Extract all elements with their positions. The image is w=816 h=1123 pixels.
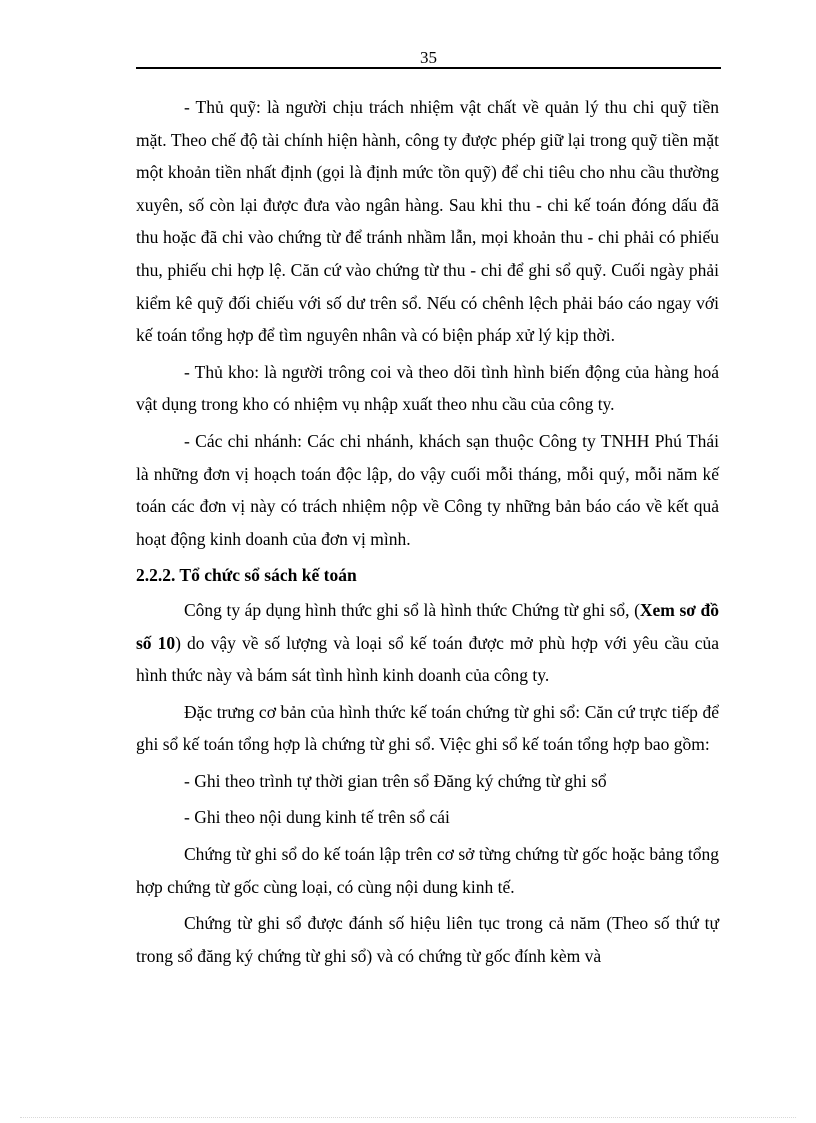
page-number: 35 — [420, 48, 437, 67]
footer-divider — [20, 1117, 796, 1118]
paragraph-chung-tu: Chứng từ ghi sổ do kế toán lập trên cơ sở từng chứng từ gốc hoặc bảng tổng hợp chứng từ gốc cùng loại, có cùng nội dung kinh tế. — [136, 844, 719, 897]
paragraph-thu-quy: - Thủ quỹ: là người chịu trách nhiệm vật chất về quản lý thu chi quỹ tiền mặt. Theo chế độ tài chính hiện hành, công ty được phép giữ lại trong quỹ tiền mặt một khoản tiền nhất định (gọi là định mức tồn quỹ) để chi tiêu cho nhu cầu thường xuyên, số còn lại được đưa vào ngân hàng. Sau khi thu - chi kế toán đóng dấu đã thu hoặc đã chi vào chứng từ để tránh nhầm lẫn, mọi khoản thu - chi phải có phiếu thu, phiếu chi hợp lệ. Căn cứ vào chứng từ thu - chi để ghi sổ quỹ. Cuối ngày phải kiểm kê quỹ đối chiếu với số dư trên sổ. Nếu có chênh lệch phải báo cáo ngay với kế toán tổng hợp để tìm nguyên nhân và có biện pháp xử lý kịp thời. — [136, 97, 719, 346]
paragraph-chi-nhanh: - Các chi nhánh: Các chi nhánh, khách sạn thuộc Công ty TNHH Phú Thái là những đơn vị hoạch toán độc lập, do vậy cuối mỗi tháng, mỗi quý, mỗi năm kế toán các đơn vị này có trách nhiệm nộp về Công ty những bản báo cáo về kết quả hoạt động kinh doanh của đơn vị mình. — [136, 430, 719, 549]
list-item-noi-dung: - Ghi theo nội dung kinh tế trên sổ cái — [184, 807, 450, 828]
paragraph-danh-so: Chứng từ ghi sổ được đánh số hiệu liên tục trong cả năm (Theo số thứ tự trong sổ đăng ký chứng từ ghi sổ) và có chứng từ gốc đính kèm và — [136, 913, 719, 966]
diagram-reference: Xem sơ đồ số 10 — [136, 599, 720, 653]
section-heading: 2.2.2. Tổ chức sổ sách kế toán — [136, 565, 357, 586]
body-text — [136, 91, 719, 976]
header-rule — [136, 67, 721, 69]
paragraph-dac-trung: Đặc trưng cơ bản của hình thức kế toán chứng từ ghi sổ: Căn cứ trực tiếp để ghi sổ kế toán tổng hợp là chứng từ ghi sổ. Việc ghi sổ kế toán tổng hợp bao gồm: — [136, 701, 719, 755]
paragraph-thu-kho: - Thủ kho: là người trông coi và theo dõi tình hình biến động của hàng hoá vật dụng trong kho có nhiệm vụ nhập xuất theo nhu cầu của công ty. — [136, 361, 719, 415]
paragraph-hinh-thuc-end: ) do vậy về số lượng và loại sổ kế toán được mở phù hợp với yêu cầu của hình thức này và bám sát tình hình kinh doanh của công ty. — [136, 632, 719, 686]
list-item-trinh-tu: - Ghi theo trình tự thời gian trên sổ Đăng ký chứng từ ghi sổ — [184, 770, 607, 791]
paragraph-hinh-thuc — [136, 594, 719, 692]
paragraph-hinh-thuc-start: Công ty áp dụng hình thức ghi sổ là hình thức Chứng từ ghi sổ, ( — [184, 599, 640, 620]
